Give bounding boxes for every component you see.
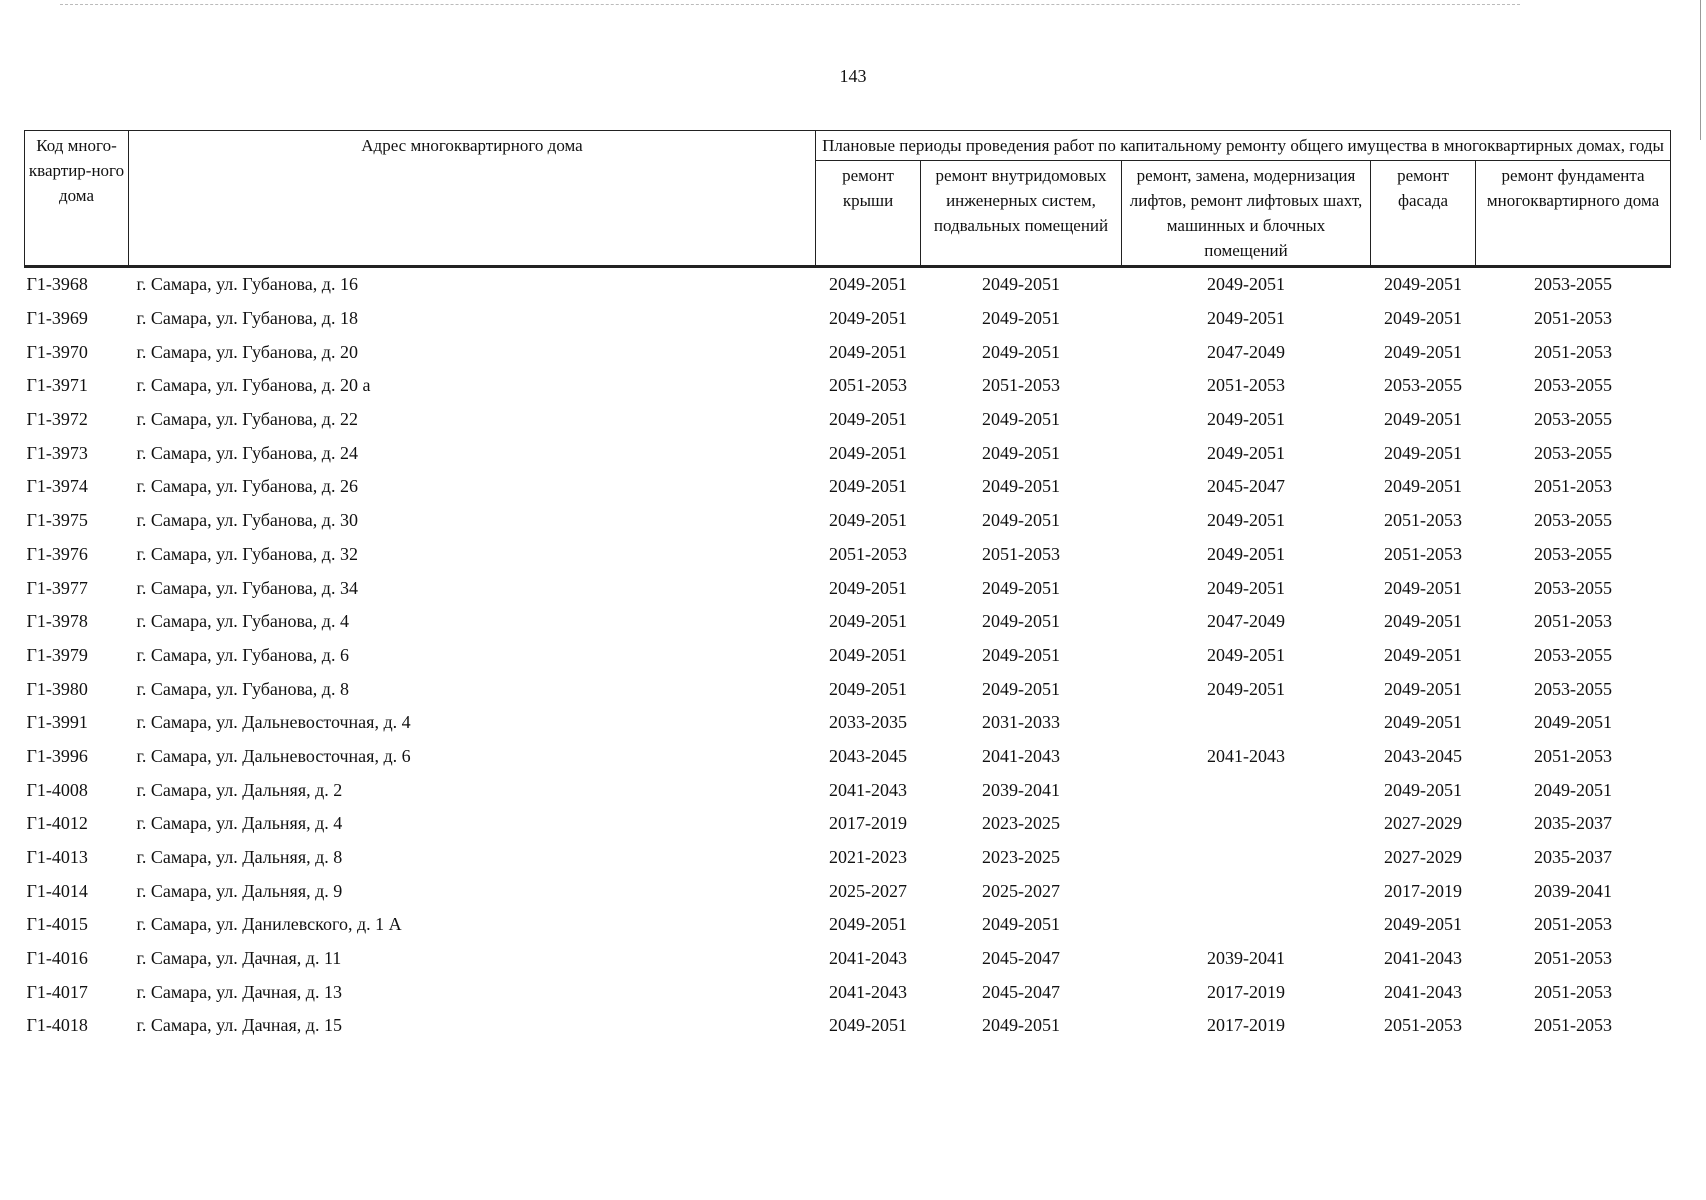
cell-facade: 2049-2051 <box>1384 577 1462 598</box>
cell-foundation: 2051-2053 <box>1534 611 1613 632</box>
cell-systems: 2045-2047 <box>982 981 1060 1002</box>
cell-address: г. Самара, ул. Дальняя, д. 2 <box>136 779 343 800</box>
cell-foundation: 2051-2053 <box>1534 948 1613 969</box>
cell-foundation: 2053-2055 <box>1534 274 1613 295</box>
table-row <box>25 504 1671 538</box>
cell-foundation: 2051-2053 <box>1534 341 1613 362</box>
cell-address: г. Самара, ул. Дальневосточная, д. 4 <box>136 712 411 733</box>
cell-foundation: 2053-2055 <box>1534 678 1613 699</box>
cell-lifts <box>1122 807 1371 841</box>
cell-address: г. Самара, ул. Дачная, д. 11 <box>136 948 342 969</box>
table-row <box>25 302 1671 336</box>
cell-systems: 2039-2041 <box>982 779 1060 800</box>
cell-systems: 2049-2051 <box>982 341 1060 362</box>
table-row <box>25 942 1671 976</box>
cell-address: г. Самара, ул. Дачная, д. 13 <box>136 981 342 1002</box>
cell-systems: 2051-2053 <box>982 543 1060 564</box>
table-row <box>25 740 1671 774</box>
cell-lifts <box>1122 773 1371 807</box>
cell-code: Г1-4016 <box>26 948 88 969</box>
cell-roof: 2043-2045 <box>829 745 907 766</box>
table-row <box>25 639 1671 673</box>
cell-address: г. Самара, ул. Губанова, д. 26 <box>136 476 358 497</box>
cell-lifts: 2049-2051 <box>1207 510 1285 531</box>
cell-code: Г1-3977 <box>26 577 88 598</box>
cell-systems: 2023-2025 <box>982 813 1060 834</box>
cell-code: Г1-4017 <box>26 981 88 1002</box>
cell-systems: 2025-2027 <box>982 880 1060 901</box>
cell-lifts: 2039-2041 <box>1207 948 1285 969</box>
cell-systems: 2045-2047 <box>982 948 1060 969</box>
header-address: Адрес многоквартирного дома <box>129 131 816 267</box>
cell-foundation: 2049-2051 <box>1534 712 1613 733</box>
cell-foundation: 2035-2037 <box>1534 847 1613 868</box>
table-header <box>25 131 1671 267</box>
cell-code: Г1-3972 <box>26 409 88 430</box>
cell-roof: 2051-2053 <box>829 543 907 564</box>
cell-code: Г1-4018 <box>26 1015 88 1036</box>
cell-lifts: 2017-2019 <box>1207 981 1285 1002</box>
table-row <box>25 267 1671 302</box>
cell-foundation: 2053-2055 <box>1534 375 1613 396</box>
cell-address: г. Самара, ул. Дальняя, д. 9 <box>136 880 343 901</box>
cell-code: Г1-3969 <box>26 308 88 329</box>
cell-code: Г1-3978 <box>26 611 88 632</box>
cell-systems: 2049-2051 <box>982 510 1060 531</box>
cell-systems: 2049-2051 <box>982 308 1060 329</box>
cell-systems: 2049-2051 <box>982 611 1060 632</box>
cell-lifts <box>1122 841 1371 875</box>
table-row <box>25 369 1671 403</box>
cell-roof: 2049-2051 <box>829 274 907 295</box>
cell-lifts: 2049-2051 <box>1207 577 1285 598</box>
cell-address: г. Самара, ул. Данилевского, д. 1 А <box>136 914 402 935</box>
table-row <box>25 773 1671 807</box>
cell-roof: 2049-2051 <box>829 341 907 362</box>
cell-address: г. Самара, ул. Губанова, д. 30 <box>136 510 358 531</box>
cell-systems: 2049-2051 <box>982 274 1060 295</box>
cell-systems: 2049-2051 <box>982 678 1060 699</box>
cell-address: г. Самара, ул. Дачная, д. 15 <box>136 1015 342 1036</box>
table-row <box>25 335 1671 369</box>
cell-address: г. Самара, ул. Дальняя, д. 8 <box>136 847 343 868</box>
cell-code: Г1-3970 <box>26 341 88 362</box>
header-roof: ремонт крыши <box>816 161 921 267</box>
cell-foundation: 2051-2053 <box>1534 1015 1613 1036</box>
table-row <box>25 874 1671 908</box>
cell-address: г. Самара, ул. Губанова, д. 32 <box>136 543 358 564</box>
cell-lifts: 2049-2051 <box>1207 644 1285 665</box>
cell-code: Г1-3979 <box>26 644 88 665</box>
cell-foundation: 2035-2037 <box>1534 813 1613 834</box>
cell-code: Г1-4008 <box>26 779 88 800</box>
table-row <box>25 841 1671 875</box>
cell-roof: 2049-2051 <box>829 611 907 632</box>
cell-systems: 2049-2051 <box>982 409 1060 430</box>
cell-facade: 2041-2043 <box>1384 948 1462 969</box>
cell-roof: 2041-2043 <box>829 779 907 800</box>
cell-facade: 2049-2051 <box>1384 409 1462 430</box>
cell-lifts: 2051-2053 <box>1207 375 1285 396</box>
cell-systems: 2049-2051 <box>982 914 1060 935</box>
table-row <box>25 436 1671 470</box>
cell-facade: 2051-2053 <box>1384 543 1462 564</box>
cell-roof: 2033-2035 <box>829 712 907 733</box>
capital-repair-table <box>24 130 1671 1043</box>
cell-systems: 2049-2051 <box>982 577 1060 598</box>
cell-roof: 2049-2051 <box>829 678 907 699</box>
cell-facade: 2051-2053 <box>1384 510 1462 531</box>
cell-address: г. Самара, ул. Губанова, д. 8 <box>136 678 349 699</box>
cell-code: Г1-4014 <box>26 880 88 901</box>
cell-roof: 2049-2051 <box>829 577 907 598</box>
cell-foundation: 2051-2053 <box>1534 308 1613 329</box>
cell-facade: 2051-2053 <box>1384 1015 1462 1036</box>
cell-facade: 2027-2029 <box>1384 813 1462 834</box>
cell-roof: 2049-2051 <box>829 476 907 497</box>
cell-lifts: 2049-2051 <box>1207 274 1285 295</box>
cell-systems: 2041-2043 <box>982 745 1060 766</box>
cell-foundation: 2051-2053 <box>1534 981 1613 1002</box>
header-foundation: ремонт фундамента многоквартирного дома <box>1476 161 1671 267</box>
cell-roof: 2041-2043 <box>829 948 907 969</box>
cell-roof: 2049-2051 <box>829 644 907 665</box>
cell-lifts: 2049-2051 <box>1207 678 1285 699</box>
cell-code: Г1-3971 <box>26 375 88 396</box>
cell-code: Г1-3991 <box>26 712 88 733</box>
cell-foundation: 2053-2055 <box>1534 510 1613 531</box>
cell-facade: 2049-2051 <box>1384 678 1462 699</box>
cell-code: Г1-4015 <box>26 914 88 935</box>
cell-roof: 2051-2053 <box>829 375 907 396</box>
table-row <box>25 538 1671 572</box>
cell-roof: 2049-2051 <box>829 510 907 531</box>
table-row <box>25 571 1671 605</box>
cell-address: г. Самара, ул. Дальневосточная, д. 6 <box>136 745 411 766</box>
cell-lifts: 2049-2051 <box>1207 409 1285 430</box>
cell-lifts: 2041-2043 <box>1207 745 1285 766</box>
cell-systems: 2031-2033 <box>982 712 1060 733</box>
cell-lifts <box>1122 908 1371 942</box>
table-body <box>25 267 1671 1043</box>
cell-facade: 2049-2051 <box>1384 779 1462 800</box>
header-systems: ремонт внутридомовых инженерных систем, подвальных помещений <box>921 161 1122 267</box>
cell-foundation: 2053-2055 <box>1534 409 1613 430</box>
cell-lifts: 2049-2051 <box>1207 543 1285 564</box>
cell-foundation: 2049-2051 <box>1534 779 1613 800</box>
cell-systems: 2049-2051 <box>982 476 1060 497</box>
table-row <box>25 706 1671 740</box>
cell-foundation: 2053-2055 <box>1534 644 1613 665</box>
cell-foundation: 2051-2053 <box>1534 745 1613 766</box>
cell-facade: 2049-2051 <box>1384 611 1462 632</box>
cell-facade: 2049-2051 <box>1384 308 1462 329</box>
cell-facade: 2049-2051 <box>1384 914 1462 935</box>
cell-foundation: 2053-2055 <box>1534 442 1613 463</box>
table-row <box>25 807 1671 841</box>
table-row <box>25 672 1671 706</box>
cell-systems: 2049-2051 <box>982 644 1060 665</box>
header-facade: ремонт фасада <box>1371 161 1476 267</box>
cell-roof: 2049-2051 <box>829 308 907 329</box>
cell-systems: 2023-2025 <box>982 847 1060 868</box>
cell-roof: 2017-2019 <box>829 813 907 834</box>
cell-facade: 2049-2051 <box>1384 341 1462 362</box>
cell-foundation: 2053-2055 <box>1534 577 1613 598</box>
cell-foundation: 2039-2041 <box>1534 880 1613 901</box>
cell-roof: 2021-2023 <box>829 847 907 868</box>
cell-facade: 2049-2051 <box>1384 476 1462 497</box>
header-lifts: ремонт, замена, модернизация лифтов, ремонт лифтовых шахт, машинных и блочных помещений <box>1122 161 1371 267</box>
cell-address: г. Самара, ул. Губанова, д. 20 <box>136 341 358 362</box>
header-code: Код много-квартир-ного дома <box>25 131 129 267</box>
cell-lifts: 2045-2047 <box>1207 476 1285 497</box>
cell-facade: 2049-2051 <box>1384 274 1462 295</box>
cell-facade: 2041-2043 <box>1384 981 1462 1002</box>
cell-lifts: 2047-2049 <box>1207 611 1285 632</box>
scan-top-line <box>60 4 1520 5</box>
cell-address: г. Самара, ул. Губанова, д. 34 <box>136 577 358 598</box>
cell-roof: 2049-2051 <box>829 442 907 463</box>
cell-roof: 2049-2051 <box>829 1015 907 1036</box>
cell-facade: 2053-2055 <box>1384 375 1462 396</box>
cell-facade: 2027-2029 <box>1384 847 1462 868</box>
cell-address: г. Самара, ул. Губанова, д. 4 <box>136 611 349 632</box>
page-number: 143 <box>839 66 867 86</box>
cell-address: г. Самара, ул. Губанова, д. 6 <box>136 644 349 665</box>
header-periods: Плановые периоды проведения работ по капитальному ремонту общего имущества в многоквартирных домах, годы <box>816 131 1671 161</box>
cell-roof: 2049-2051 <box>829 409 907 430</box>
cell-facade: 2049-2051 <box>1384 712 1462 733</box>
table-row <box>25 1009 1671 1043</box>
table-row <box>25 470 1671 504</box>
cell-facade: 2049-2051 <box>1384 442 1462 463</box>
cell-code: Г1-4012 <box>26 813 88 834</box>
table-row <box>25 403 1671 437</box>
cell-foundation: 2053-2055 <box>1534 543 1613 564</box>
cell-address: г. Самара, ул. Губанова, д. 16 <box>136 274 358 295</box>
table-row <box>25 975 1671 1009</box>
cell-code: Г1-3976 <box>26 543 88 564</box>
cell-lifts: 2049-2051 <box>1207 442 1285 463</box>
cell-systems: 2049-2051 <box>982 442 1060 463</box>
cell-roof: 2025-2027 <box>829 880 907 901</box>
cell-lifts <box>1122 874 1371 908</box>
cell-address: г. Самара, ул. Дальняя, д. 4 <box>136 813 343 834</box>
cell-address: г. Самара, ул. Губанова, д. 20 а <box>136 375 371 396</box>
cell-code: Г1-3975 <box>26 510 88 531</box>
cell-lifts <box>1122 706 1371 740</box>
cell-address: г. Самара, ул. Губанова, д. 18 <box>136 308 358 329</box>
cell-facade: 2043-2045 <box>1384 745 1462 766</box>
cell-code: Г1-3968 <box>26 274 88 295</box>
cell-lifts: 2017-2019 <box>1207 1015 1285 1036</box>
cell-code: Г1-4013 <box>26 847 88 868</box>
cell-address: г. Самара, ул. Губанова, д. 22 <box>136 409 358 430</box>
cell-code: Г1-3974 <box>26 476 88 497</box>
cell-roof: 2041-2043 <box>829 981 907 1002</box>
cell-code: Г1-3973 <box>26 442 88 463</box>
cell-foundation: 2051-2053 <box>1534 914 1613 935</box>
cell-lifts: 2047-2049 <box>1207 341 1285 362</box>
cell-facade: 2017-2019 <box>1384 880 1462 901</box>
cell-roof: 2049-2051 <box>829 914 907 935</box>
cell-foundation: 2051-2053 <box>1534 476 1613 497</box>
table-row <box>25 605 1671 639</box>
table-row <box>25 908 1671 942</box>
cell-address: г. Самара, ул. Губанова, д. 24 <box>136 442 358 463</box>
cell-facade: 2049-2051 <box>1384 644 1462 665</box>
cell-systems: 2051-2053 <box>982 375 1060 396</box>
cell-code: Г1-3980 <box>26 678 88 699</box>
cell-lifts: 2049-2051 <box>1207 308 1285 329</box>
cell-systems: 2049-2051 <box>982 1015 1060 1036</box>
cell-code: Г1-3996 <box>26 745 88 766</box>
